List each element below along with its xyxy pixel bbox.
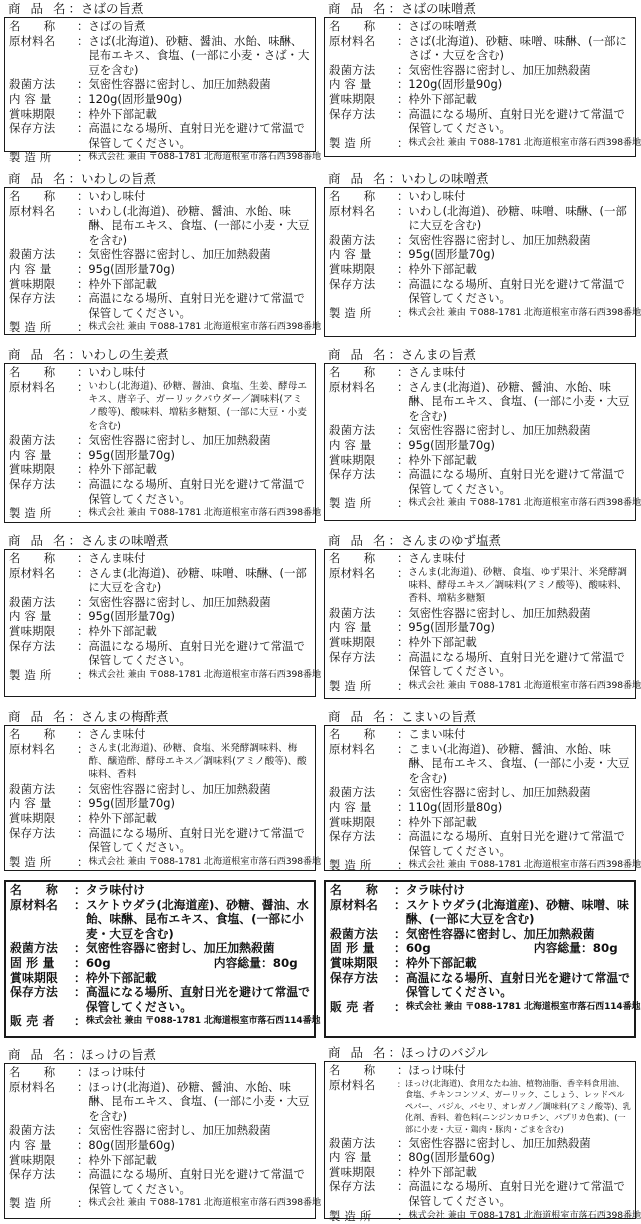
sterilization-row: 殺菌方法 ： 気密性容器に密封し、加圧加熱殺菌 bbox=[10, 941, 275, 956]
maker-row: 製 造 所 ： 株式会社 兼由 〒088-1781 北海道根室市落石西398番地 bbox=[9, 854, 322, 869]
product-header: 商 品 名：いわしの旨煮 bbox=[8, 171, 156, 186]
capacity-row: 内 容 量 ： 110g(固形量80g) bbox=[329, 799, 503, 814]
ingredients-row: 原材料名 ： いわし(北海道)、砂糖、味噌、味醂、(一部に大豆を含む) bbox=[329, 203, 627, 233]
capacity-row: 内 容 量 ： 95g(固形量70g) bbox=[329, 247, 495, 262]
label-panel-saba-miso bbox=[324, 0, 641, 158]
best-before-row: 賞味期限 ： 枠外下部記載 bbox=[329, 1164, 477, 1179]
ingredients-row: 原材料名 ： ほっけ(北海道)、食用なたね油、植物油脂、香辛料食用油、食塩、チキンコンソメ、ガーリック、こしょう、レッドペルペパー、バジル、パセリ、オレガノ／調味料(アミノ酸等)、乳化剤、香料、着色料(ニンジンカロチン、パプリカ色素)、(一部に小麦・大豆・鶏肉・豚肉・ごまを含む) bbox=[329, 1077, 631, 1134]
ingredients-row: 原材料名 ： スケトウダラ(北海道産)、砂糖、醤油、水飴、味醂、昆布エキス、食塩、(一部に小麦・大豆を含む) bbox=[10, 897, 309, 941]
maker-row: 製 造 所 ： 株式会社 兼由 〒088-1781 北海道根室市落石西398番地 bbox=[329, 305, 641, 320]
best-before-row: 賞味期限 ： 枠外下部記載 bbox=[10, 970, 157, 985]
product-header: 商 品 名：さばの味噌煮 bbox=[328, 1, 476, 16]
name-row: 名 称 ： ほっけ味付 bbox=[329, 1063, 466, 1077]
sterilization-row: 殺菌方法 ： 気密性容器に密封し、加圧加熱殺菌 bbox=[9, 594, 271, 609]
name-row: 名 称 ： さんま味付 bbox=[9, 727, 146, 741]
name-row: 名 称 ： いわし味付 bbox=[329, 189, 466, 203]
maker-row: 製 造 所 ： 株式会社 兼由 〒088-1781 北海道根室市落石西398番地 bbox=[329, 858, 641, 873]
storage-row: 保存方法 ： 高温になる場所、直射日光を避けて常温で保管してください。 bbox=[9, 825, 305, 855]
ingredients-row: 原材料名 ： スケトウダラ(北海道産)、砂糖、味噌、味醂、(一部に大豆を含む) bbox=[330, 897, 629, 927]
label-panel-tara-2 bbox=[324, 880, 641, 1040]
info-box bbox=[4, 17, 322, 165]
capacity-row: 内 容 量 ： 80g(固形量60g) bbox=[9, 1137, 175, 1152]
label-panel-iwashi-ginger bbox=[4, 346, 322, 524]
sterilization-row: 殺菌方法 ： 気密性容器に密封し、加圧加熱殺菌 bbox=[329, 62, 591, 77]
sterilization-row: 殺菌方法 ： 気密性容器に密封し、加圧加熱殺菌 bbox=[330, 926, 595, 941]
ingredients-row: 原材料名 ： さんま(北海道)、砂糖、食塩、ゆず果汁、米発酵調味料、酵母エキス／調味料(アミノ酸等)、酸味料、香料、増粘多糖類 bbox=[329, 565, 627, 605]
ingredients-row: 原材料名 ： こまい(北海道)、砂糖、醤油、水飴、味醂、昆布エキス、食塩、(一部に小麦・大豆を含む) bbox=[329, 741, 630, 785]
capacity-row: 内 容 量 ： 95g(固形量70g) bbox=[329, 620, 495, 635]
storage-row: 保存方法 ： 高温になる場所、直射日光を避けて常温で保管してください。 bbox=[329, 1179, 625, 1208]
product-header: 商 品 名：さんまの味噌煮 bbox=[8, 533, 169, 548]
ingredients-row: 原材料名 ： さば(北海道)、砂糖、味噌、味醂、(一部にさば・大豆を含む) bbox=[329, 33, 627, 63]
label-panel-sanma-umani bbox=[324, 346, 641, 522]
sterilization-row: 殺菌方法 ： 気密性容器に密封し、加圧加熱殺菌 bbox=[9, 247, 271, 262]
seller-row: 販 売 者 ： 株式会社 兼由 〒088-1781 北海道根室市落石西114番地 bbox=[10, 1014, 321, 1029]
storage-row: 保存方法 ： 高温になる場所、直射日光を避けて常温で保管してください。 bbox=[10, 985, 310, 1014]
capacity-row: 内 容 量 ： 120g(固形量90g) bbox=[9, 91, 183, 106]
sterilization-row: 殺菌方法 ： 気密性容器に密封し、加圧加熱殺菌 bbox=[329, 605, 591, 620]
name-row: 名 称 ： さばの味噌煮 bbox=[329, 19, 477, 33]
name-row: 名 称 ： さんま味付 bbox=[329, 365, 466, 379]
capacity-row: 内 容 量 ： 120g(固形量90g) bbox=[329, 77, 503, 92]
capacity-row: 内 容 量 ： 95g(固形量70g) bbox=[9, 261, 175, 276]
sterilization-row: 殺菌方法 ： 気密性容器に密封し、加圧加熱殺菌 bbox=[9, 781, 271, 796]
info-box bbox=[4, 187, 322, 335]
product-header: 商 品 名：さばの旨煮 bbox=[8, 1, 144, 16]
ingredients-row: 原材料名 ： ほっけ(北海道)、砂糖、醤油、水飴、味醂、昆布エキス、食塩、(一部に小麦・大豆を含む) bbox=[9, 1079, 310, 1123]
product-header: 商 品 名：こまいの旨煮 bbox=[328, 709, 476, 724]
best-before-row: 賞味期限 ： 枠外下部記載 bbox=[329, 452, 477, 467]
storage-row: 保存方法 ： 高温になる場所、直射日光を避けて常温で保管してください。 bbox=[329, 276, 625, 306]
ingredients-row: 原材料名 ： いわし(北海道)、砂糖、醤油、食塩、生姜、酵母エキス、唐辛子、ガーリックパウダー／調味料(アミノ酸等)、酸味料、増粘多糖類、(一部に大豆・小麦を含む) bbox=[9, 379, 307, 432]
maker-row: 製 造 所 ： 株式会社 兼由 〒088-1781 北海道根室市落石西398番地 bbox=[329, 135, 641, 150]
name-row: 名 称 ： いわし味付 bbox=[9, 365, 146, 379]
best-before-row: 賞味期限 ： 枠外下部記載 bbox=[9, 276, 157, 291]
storage-row: 保存方法 ： 高温になる場所、直射日光を避けて常温で保管してください。 bbox=[9, 1167, 305, 1196]
label-panel-komai-umani bbox=[324, 708, 641, 873]
product-header: 商 品 名：ほっけの旨煮 bbox=[8, 1047, 156, 1062]
ingredients-row: 原材料名 ： さんま(北海道)、砂糖、醤油、水飴、味醂、昆布エキス、食塩、(一部に小麦・大豆を含む) bbox=[329, 379, 630, 423]
best-before-row: 賞味期限 ： 枠外下部記載 bbox=[9, 1152, 157, 1167]
storage-row: 保存方法 ： 高温になる場所、直射日光を避けて常温で保管してください。 bbox=[329, 829, 625, 858]
product-header: 商 品 名：いわしの味噌煮 bbox=[328, 171, 489, 186]
product-header: 商 品 名：さんまの梅酢煮 bbox=[8, 709, 169, 724]
name-row: 名 称 ： こまい味付 bbox=[329, 727, 466, 741]
storage-row: 保存方法 ： 高温になる場所、直射日光を避けて常温で保管してください。 bbox=[329, 106, 625, 136]
name-row: 名 称 ： いわし味付 bbox=[9, 189, 146, 203]
sterilization-row: 殺菌方法 ： 気密性容器に密封し、加圧加熱殺菌 bbox=[329, 1135, 591, 1150]
label-panel-iwashi-miso bbox=[324, 170, 641, 338]
best-before-row: 賞味期限 ： 枠外下部記載 bbox=[329, 91, 477, 106]
capacity-row: 内 容 量 ： 80g(固形量60g) bbox=[329, 1150, 495, 1165]
info-box bbox=[324, 17, 641, 157]
storage-row: 保存方法 ： 高温になる場所、直射日光を避けて常温で保管してください。 bbox=[329, 649, 625, 679]
info-box bbox=[4, 549, 322, 697]
storage-row: 保存方法 ： 高温になる場所、直射日光を避けて常温で保管してください。 bbox=[330, 970, 630, 1000]
best-before-row: 賞味期限 ： 枠外下部記載 bbox=[329, 635, 477, 649]
info-box bbox=[4, 363, 322, 523]
name-row: 名 称 ： さんま味付 bbox=[9, 551, 146, 565]
label-panel-iwashi-umani bbox=[4, 170, 322, 336]
sterilization-row: 殺菌方法 ： 気密性容器に密封し、加圧加熱殺菌 bbox=[329, 423, 591, 438]
storage-row: 保存方法 ： 高温になる場所、直射日光を避けて常温で保管してください。 bbox=[329, 467, 625, 496]
label-panel-hokke-basil bbox=[324, 1044, 641, 1223]
info-box bbox=[4, 880, 321, 1038]
maker-row: 製 造 所 ： 株式会社 兼由 〒088-1781 北海道根室市落石西398番地 bbox=[9, 320, 322, 335]
info-box bbox=[324, 187, 641, 337]
label-panel-sanma-miso bbox=[4, 532, 322, 698]
storage-row: 保存方法 ： 高温になる場所、直射日光を避けて常温で保管してください。 bbox=[9, 291, 305, 320]
name-row: 名 称 ： ほっけ味付 bbox=[9, 1065, 146, 1079]
sterilization-row: 殺菌方法 ： 気密性容器に密封し、加圧加熱殺菌 bbox=[9, 1123, 271, 1138]
ingredients-row: 原材料名 ： さんま(北海道)、砂糖、味噌、味醂、(一部に大豆を含む) bbox=[9, 565, 307, 595]
info-box bbox=[324, 363, 641, 521]
product-header: 商 品 名：いわしの生姜煮 bbox=[8, 347, 169, 362]
product-header: 商 品 名：さんまの旨煮 bbox=[328, 347, 476, 362]
capacity-row: 内 容 量 ： 95g(固形量70g) bbox=[9, 447, 175, 462]
sterilization-row: 殺菌方法 ： 気密性容器に密封し、加圧加熱殺菌 bbox=[329, 232, 591, 247]
solid-row: 固 形 量 ： 60g 内容総量：80g bbox=[330, 941, 618, 956]
info-box bbox=[4, 1063, 322, 1219]
ingredients-row: 原材料名 ： さんま(北海道)、砂糖、食塩、米発酵調味料、梅酢、醸造酢、酵母エキス／調味料(アミノ酸等)、酸味料、香料 bbox=[9, 741, 307, 781]
best-before-row: 賞味期限 ： 枠外下部記載 bbox=[9, 106, 157, 121]
storage-row: 保存方法 ： 高温になる場所、直射日光を避けて常温で保管してください。 bbox=[9, 638, 305, 668]
info-box bbox=[324, 549, 641, 699]
best-before-row: 賞味期限 ： 枠外下部記載 bbox=[329, 814, 477, 829]
name-row: 名 称 ： タラ味付け bbox=[330, 883, 465, 897]
ingredients-row: 原材料名 ： さば(北海道)、砂糖、醤油、水飴、味醂、昆布エキス、食塩、(一部に小麦・さば・大豆を含む) bbox=[9, 33, 310, 77]
storage-row: 保存方法 ： 高温になる場所、直射日光を避けて常温で保管してください。 bbox=[9, 121, 305, 150]
product-header: 商 品 名：さんまのゆず塩煮 bbox=[328, 533, 501, 548]
best-before-row: 賞味期限 ： 枠外下部記載 bbox=[9, 811, 157, 825]
maker-row: 製 造 所 ： 株式会社 兼由 〒088-1781 北海道根室市落石西398番地 bbox=[329, 678, 641, 693]
label-panel-sanma-umezu bbox=[4, 708, 322, 872]
name-row: 名 称 ： さんま味付 bbox=[329, 551, 466, 565]
label-panel-sanma-yuzu bbox=[324, 532, 641, 700]
maker-row: 製 造 所 ： 株式会社 兼由 〒088-1781 北海道根室市落石西398番地 bbox=[9, 150, 322, 165]
product-header: 商 品 名：ほっけのバジル bbox=[328, 1045, 489, 1060]
info-box bbox=[324, 880, 641, 1038]
label-panel-hokke-umani bbox=[4, 1046, 322, 1220]
capacity-row: 内 容 量 ： 95g(固形量70g) bbox=[9, 796, 175, 811]
capacity-row: 内 容 量 ： 95g(固形量70g) bbox=[329, 437, 495, 452]
maker-row: 製 造 所 ： 株式会社 兼由 〒088-1781 北海道根室市落石西398番地 bbox=[9, 667, 322, 682]
best-before-row: 賞味期限 ： 枠外下部記載 bbox=[330, 955, 477, 970]
label-panel-tara-1 bbox=[4, 880, 321, 1040]
name-row: 名 称 ： さばの旨煮 bbox=[9, 19, 146, 33]
label-panel-saba-umani bbox=[4, 0, 322, 165]
name-row: 名 称 ： タラ味付け bbox=[10, 883, 145, 897]
maker-row: 製 造 所 ： 株式会社 兼由 〒088-1781 北海道根室市落石西398番地 bbox=[9, 506, 322, 521]
seller-row: 販 売 者 ： 株式会社 兼由 〒088-1781 北海道根室市落石西114番地 bbox=[330, 999, 641, 1014]
info-box bbox=[324, 725, 641, 873]
sterilization-row: 殺菌方法 ： 気密性容器に密封し、加圧加熱殺菌 bbox=[329, 785, 591, 800]
capacity-row: 内 容 量 ： 95g(固形量70g) bbox=[9, 609, 175, 624]
sterilization-row: 殺菌方法 ： 気密性容器に密封し、加圧加熱殺菌 bbox=[9, 77, 271, 92]
best-before-row: 賞味期限 ： 枠外下部記載 bbox=[9, 623, 157, 638]
maker-row: 製 造 所 ： 株式会社 兼由 〒088-1781 北海道根室市落石西398番地 bbox=[329, 496, 641, 511]
ingredients-row: 原材料名 ： いわし(北海道)、砂糖、醤油、水飴、味醂、昆布エキス、食塩、(一部に小麦・大豆を含む) bbox=[9, 203, 310, 247]
best-before-row: 賞味期限 ： 枠外下部記載 bbox=[9, 462, 157, 477]
maker-row: 製 造 所 ： 株式会社 兼由 〒088-1781 北海道根室市落石西398番地 bbox=[9, 1196, 322, 1211]
best-before-row: 賞味期限 ： 枠外下部記載 bbox=[329, 261, 477, 276]
info-box bbox=[324, 1061, 641, 1223]
maker-row: 製 造 所 ： 株式会社 兼由 〒088-1781 北海道根室市落石西398番地 bbox=[329, 1208, 641, 1223]
info-box bbox=[4, 725, 322, 871]
storage-row: 保存方法 ： 高温になる場所、直射日光を避けて常温で保管してください。 bbox=[9, 477, 305, 506]
solid-row: 固 形 量 ： 60g 内容総量：80g bbox=[10, 955, 298, 970]
sterilization-row: 殺菌方法 ： 気密性容器に密封し、加圧加熱殺菌 bbox=[9, 433, 271, 448]
